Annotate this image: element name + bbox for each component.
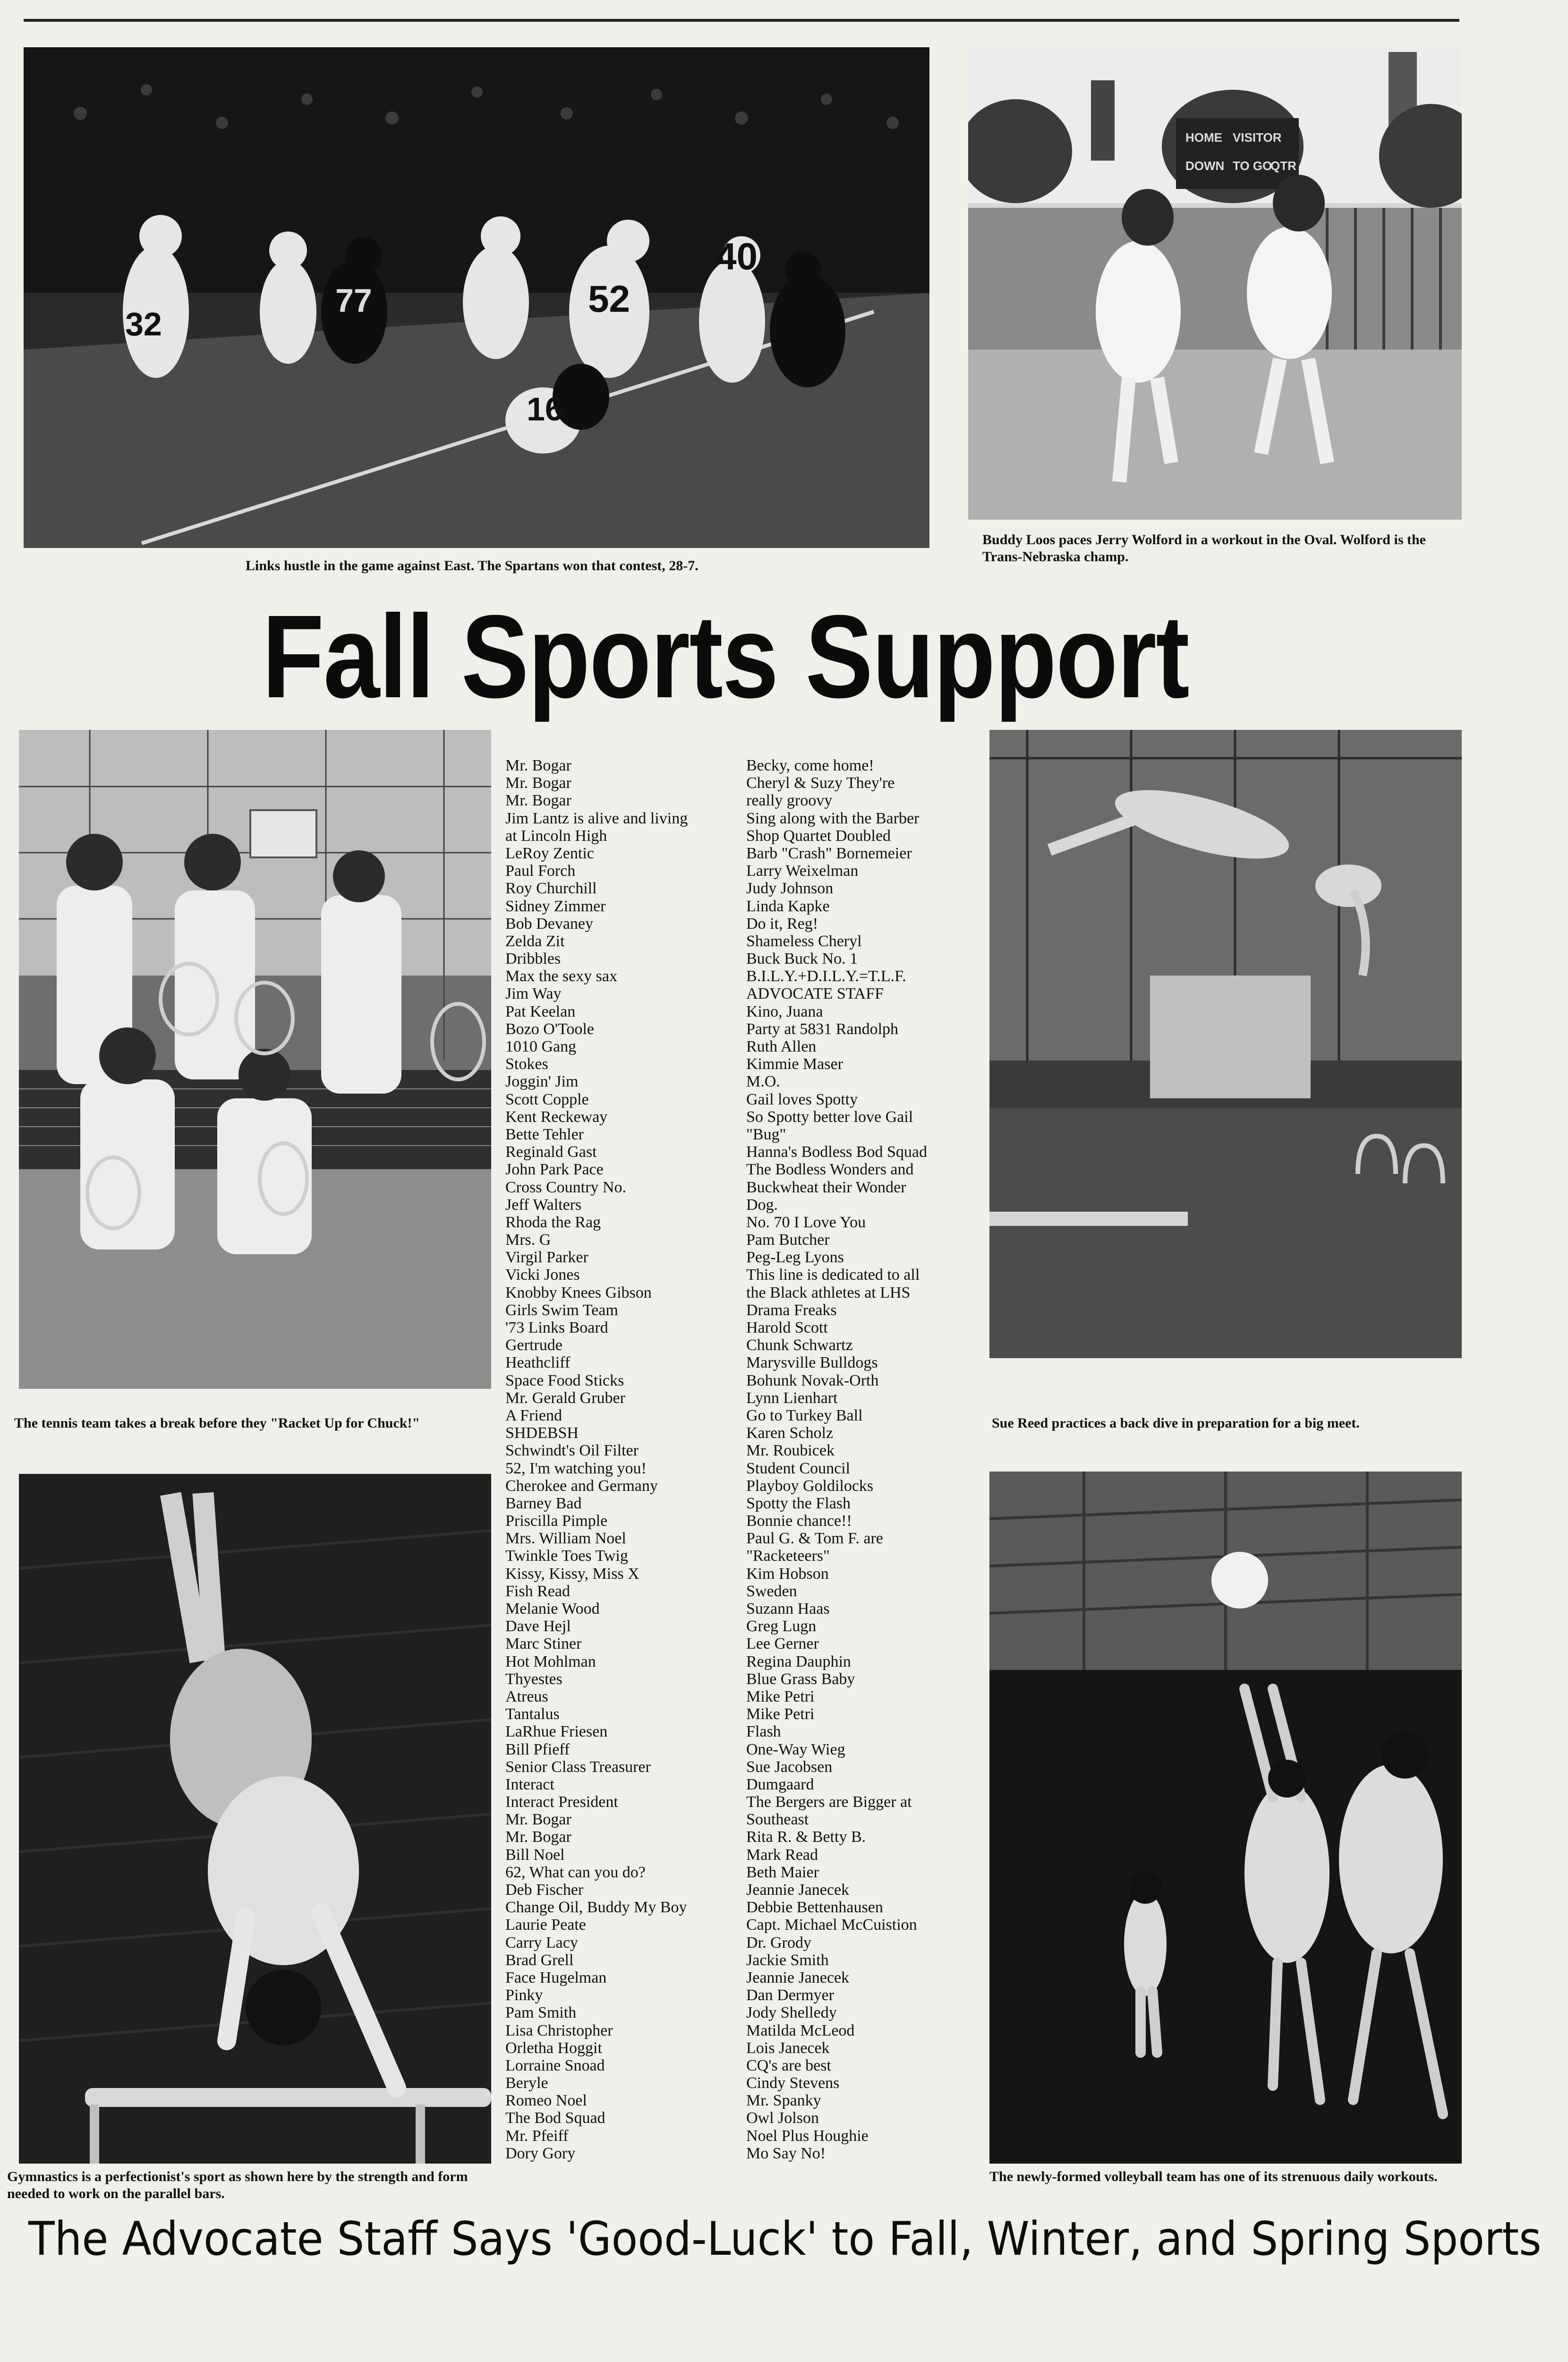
jersey-number: 40 [716,235,758,277]
list-item: Melanie Wood [505,1600,600,1617]
list-item: Mr. Gerald Gruber [505,1389,625,1407]
list-item: Playboy Goldilocks [746,1477,874,1495]
list-item: Thyestes [505,1670,562,1688]
shout-out-column-left [505,757,751,2162]
running-caption: Buddy Loos paces Jerry Wolford in a workout in the Oval. Wolford is the Trans-Nebraska champ. [982,532,1426,565]
list-item: Lynn Lienhart [746,1389,838,1407]
list-item: Mr. Bogar [505,792,571,810]
list-item: Peg-Leg Lyons [746,1249,844,1267]
scoreboard-down: DOWN [1185,159,1225,173]
list-item: Lee Gerner [746,1635,819,1653]
list-item: Becky, come home! [746,757,874,774]
list-item: Interact President [505,1793,618,1811]
scoreboard-to-go: TO GO [1233,159,1272,173]
list-item: Gertrude [505,1336,562,1354]
list-item: Greg Lugn [746,1617,817,1635]
list-item: Buck Buck No. 1 [746,950,858,968]
list-item: Reginald Gast [505,1143,597,1161]
football-photo [24,47,929,548]
list-item: Capt. Michael McCuistion [746,1916,917,1934]
list-item: Dog. [746,1196,778,1214]
list-item: Mr. Spanky [746,2092,821,2110]
jersey-number: 16 [527,391,563,428]
list-item: Party at 5831 Randolph [746,1020,899,1038]
list-item: Linda Kapke [746,897,830,915]
list-item: really groovy [746,792,833,810]
football-caption: Links hustle in the game against East. The Spartans won that contest, 28-7. [246,558,699,573]
list-item: Jim Way [505,985,562,1003]
list-item: Schwindt's Oil Filter [505,1442,639,1460]
list-item: SHDEBSH [505,1424,579,1442]
list-item: Dumgaard [746,1775,814,1793]
list-item: Max the sexy sax [505,967,618,985]
list-item: Mrs. G [505,1231,551,1249]
list-item: Zelda Zit [505,932,565,950]
list-item: Bill Pfieff [505,1740,570,1758]
jersey-number: 77 [335,282,372,319]
list-item: Ruth Allen [746,1038,817,1055]
list-item: Jim Lantz is alive and living [505,809,688,827]
list-item: Pat Keelan [505,1002,576,1020]
list-item: A Friend [505,1406,562,1424]
list-item: Rhoda the Rag [505,1213,601,1231]
list-item: Dan Dermyer [746,1986,834,2004]
list-item: 62, What can you do? [505,1863,646,1881]
list-item: Paul Forch [505,862,576,880]
list-item: Brad Grell [505,1951,574,1969]
list-item: Flash [746,1723,781,1741]
list-item: B.I.L.Y.+D.I.L.Y.=T.L.F. [746,967,906,985]
list-item: Deb Fischer [505,1881,584,1899]
list-item: Dribbles [505,950,561,968]
list-item: Buckwheat their Wonder [746,1178,906,1196]
list-item: Shop Quartet Doubled [746,827,891,845]
list-item: Bozo O'Toole [505,1020,594,1038]
list-item: at Lincoln High [505,827,607,845]
list-item: Do it, Reg! [746,915,818,933]
list-item: Mo Say No! [746,2144,826,2162]
list-item: Mark Read [746,1846,818,1864]
list-item: Paul G. & Tom F. are [746,1530,883,1548]
list-item: ADVOCATE STAFF [746,985,884,1003]
list-item: Change Oil, Buddy My Boy [505,1899,687,1917]
list-item: Marc Stiner [505,1635,582,1653]
list-item: Fish Read [505,1582,570,1600]
list-item: Joggin' Jim [505,1073,579,1091]
list-item: Roy Churchill [505,880,597,898]
list-item: 1010 Gang [505,1038,577,1055]
list-item: Barney Bad [505,1494,582,1512]
headline: Fall Sports Support [262,590,1189,722]
footer-slogan: The Advocate Staff Says 'Good-Luck' to Fall, Winter, and Spring Sports [28,2212,1542,2266]
list-item: Romeo Noel [505,2092,587,2110]
list-item: Dory Gory [505,2144,576,2162]
list-item: Kimmie Maser [746,1055,843,1073]
top-rule [24,19,1459,22]
list-item: Girls Swim Team [505,1301,618,1319]
list-item: Marysville Bulldogs [746,1354,878,1372]
list-item: Dave Hejl [505,1617,571,1635]
list-item: Stokes [505,1055,548,1073]
list-item: Mike Petri [746,1687,815,1705]
list-item: Pam Smith [505,2004,577,2022]
running-photo [968,47,1462,520]
list-item: Kissy, Kissy, Miss X [505,1565,639,1583]
list-item: Karen Scholz [746,1424,834,1442]
list-item: Gail loves Spotty [746,1090,858,1108]
list-item: Mrs. William Noel [505,1530,626,1548]
list-item: Debbie Bettenhausen [746,1899,883,1917]
list-item: Sing along with the Barber [746,809,920,827]
list-item: Carry Lacy [505,1934,578,1951]
list-item: Bonnie chance!! [746,1512,852,1530]
volleyball-caption: The newly-formed volleyball team has one of its strenuous daily workouts. [989,2169,1438,2184]
diving-photo [989,730,1462,1358]
list-item: Hanna's Bodless Bod Squad [746,1143,927,1161]
list-item: the Black athletes at LHS [746,1284,911,1301]
list-item: Jeff Walters [505,1196,582,1214]
list-item: Beryle [505,2074,548,2092]
list-item: Twinkle Toes Twig [505,1547,628,1565]
list-item: This line is dedicated to all [746,1266,920,1284]
list-item: The Bodless Wonders and [746,1161,914,1179]
list-item: Pinky [505,1986,543,2004]
list-item: Mr. Bogar [505,1811,571,1829]
list-item: The Bergers are Bigger at [746,1793,912,1811]
list-item: One-Way Wieg [746,1740,845,1758]
list-item: Owl Jolson [746,2109,819,2127]
scoreboard-visitor: VISITOR [1233,130,1282,145]
list-item: Priscilla Pimple [505,1512,608,1530]
list-item: Mr. Roubicek [746,1442,835,1460]
scoreboard-qtr: QTR [1270,159,1296,173]
list-item: Barb "Crash" Bornemeier [746,844,912,862]
shout-out-column-right [746,757,987,2162]
jersey-number: 32 [125,306,162,342]
list-item: Face Hugelman [505,1968,607,1986]
list-item: "Racketeers" [746,1547,830,1565]
list-item: Jody Shelledy [746,2004,837,2022]
list-item: Kim Hobson [746,1565,829,1583]
list-item: No. 70 I Love You [746,1213,866,1231]
list-item: Knobby Knees Gibson [505,1284,652,1301]
list-item: Rita R. & Betty B. [746,1828,866,1846]
list-item: Virgil Parker [505,1249,588,1267]
jersey-number: 52 [588,278,630,320]
list-item: Atreus [505,1687,548,1705]
list-item: Mr. Bogar [505,1828,571,1846]
list-item: Larry Weixelman [746,862,859,880]
list-item: Judy Johnson [746,880,834,898]
list-item: '73 Links Board [505,1319,608,1336]
list-item: Sidney Zimmer [505,897,606,915]
list-item: CQ's are best [746,2056,831,2074]
list-item: The Bod Squad [505,2109,605,2127]
list-item: Regina Dauphin [746,1652,851,1670]
list-item: Tantalus [505,1705,560,1723]
list-item: Bill Noel [505,1846,565,1864]
list-item: Lois Janecek [746,2039,830,2057]
list-item: Matilda McLeod [746,2021,855,2039]
list-item: Space Food Sticks [505,1371,624,1389]
list-item: Sweden [746,1582,797,1600]
list-item: Noel Plus Houghie [746,2127,869,2145]
list-item: So Spotty better love Gail [746,1108,913,1126]
list-item: Vicki Jones [505,1266,580,1284]
list-item: Kent Reckeway [505,1108,608,1126]
volleyball-photo [989,1472,1462,2164]
list-item: Harold Scott [746,1319,828,1336]
list-item: Bette Tehler [505,1125,584,1143]
list-item: LeRoy Zentic [505,844,594,862]
diving-caption: Sue Reed practices a back dive in preparation for a big meet. [992,1415,1360,1431]
list-item: Shameless Cheryl [746,932,862,950]
list-item: Jeannie Janecek [746,1881,850,1899]
list-item: Drama Freaks [746,1301,837,1319]
list-item: Lorraine Snoad [505,2056,605,2074]
list-item: Mr. Bogar [505,757,571,774]
list-item: Sue Jacobsen [746,1758,833,1776]
list-item: Cherokee and Germany [505,1477,658,1495]
list-item: Mike Petri [746,1705,815,1723]
list-item: Student Council [746,1459,851,1477]
gymnastics-caption: Gymnastics is a perfectionist's sport as shown here by the strength and form needed to work on the parallel bars. [7,2169,468,2201]
list-item: Southeast [746,1811,809,1829]
list-item: Hot Mohlman [505,1652,596,1670]
list-item: Kino, Juana [746,1002,823,1020]
list-item: Mr. Bogar [505,774,571,792]
list-item: Heathcliff [505,1354,571,1372]
list-item: Cindy Stevens [746,2074,840,2092]
list-item: Lisa Christopher [505,2021,613,2039]
list-item: Cheryl & Suzy They're [746,774,895,792]
list-item: Cross Country No. [505,1178,626,1196]
list-item: Pam Butcher [746,1231,830,1249]
list-item: Beth Maier [746,1863,819,1881]
gymnastics-photo [19,1474,491,2164]
list-item: Blue Grass Baby [746,1670,855,1688]
list-item: Bob Devaney [505,915,594,933]
list-item: Suzann Haas [746,1600,830,1617]
list-item: Laurie Peate [505,1916,586,1934]
list-item: Spotty the Flash [746,1494,851,1512]
list-item: Jackie Smith [746,1951,829,1969]
list-item: Scott Copple [505,1090,589,1108]
tennis-caption: The tennis team takes a break before they "Racket Up for Chuck!" [14,1415,420,1431]
list-item: Senior Class Treasurer [505,1758,651,1776]
list-item: John Park Pace [505,1161,604,1179]
list-item: Chunk Schwartz [746,1336,853,1354]
scoreboard-home: HOME [1185,130,1222,145]
list-item: 52, I'm watching you! [505,1459,647,1477]
list-item: Jeannie Janecek [746,1968,850,1986]
tennis-photo [19,730,491,1389]
list-item: M.O. [746,1073,780,1091]
list-item: LaRhue Friesen [505,1723,608,1741]
list-item: Interact [505,1775,554,1793]
list-item: Go to Turkey Ball [746,1406,863,1424]
list-item: Dr. Grody [746,1934,811,1951]
list-item: Bohunk Novak-Orth [746,1371,879,1389]
list-item: Orletha Hoggit [505,2039,602,2057]
list-item: "Bug" [746,1125,786,1143]
list-item: Mr. Pfeiff [505,2127,569,2145]
